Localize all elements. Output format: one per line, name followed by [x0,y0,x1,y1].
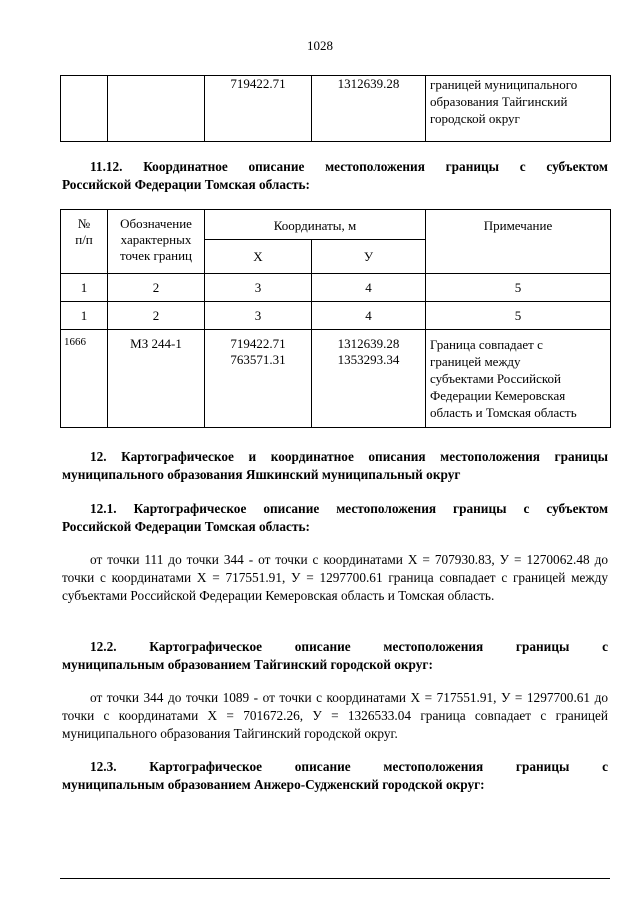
heading-line: 11.12. Координатное описание местоположения границы с субъектом [90,159,608,174]
bottom-divider [60,878,610,879]
header-x: Х [205,240,312,274]
index-cell: 5 [426,302,611,330]
page-number: 1028 [307,38,333,53]
table-cell-note: границей муниципального образования Тайгинский городской округ [426,76,611,142]
heading-line: Российской Федерации Томская область: [62,519,310,534]
index-cell: 4 [312,302,426,330]
header-num: № п/п [61,210,108,274]
data-cell-designation: МЗ 244-1 [108,330,205,428]
data-cell-x: 719422.71 763571.31 [205,330,312,428]
heading-line: муниципальным образованием Тайгинский городской округ: [62,657,433,672]
table-cell [61,76,108,142]
table-cell-y: 1312639.28 [312,76,426,142]
section-12-1-heading [62,500,608,536]
section-12-2-text: от точки 344 до точки 1089 - от точки с координатами Х = 717551.91, У = 1297700.61 до точки с координатами Х = 701672.26, У = 1326533.04 граница совпадает с границей муниципального образования Тайгинский городской округ. [62,690,608,741]
index-cell: 5 [426,274,611,302]
heading-line: муниципального образования Яшкинский муниципальный округ [62,467,461,482]
data-cell-num: 1666 [61,330,108,428]
section-12-1-text: от точки 111 до точки 344 - от точки с координатами Х = 707930.83, У = 1270062.48 до точки с координатами Х = 717551.91, У = 1297700.61 граница совпадает с границей между субъектами Российской Федерации Кемеровская область и Томская область. [62,552,608,603]
heading-line: муниципальным образованием Анжеро-Судженский городской округ: [62,777,485,792]
header-coordinates: Координаты, м [205,210,426,240]
index-cell: 3 [205,274,312,302]
index-cell: 1 [61,274,108,302]
section-12-2-heading [62,638,608,674]
header-note: Примечание [426,210,611,274]
index-cell: 1 [61,302,108,330]
heading-line: 12.3. Картографическое описание местоположения границы с [90,759,608,774]
heading-line: 12.1. Картографическое описание местоположения границы с субъектом [90,501,608,516]
section-11-12-heading [62,158,608,194]
coordinates-table [60,209,611,428]
data-cell-note: Граница совпадает с границей между субъектами Российской Федерации Кемеровская область и Томская область [426,330,611,428]
index-cell: 2 [108,274,205,302]
table-cell [108,76,205,142]
continuation-table [60,75,611,142]
heading-line: 12. Картографическое и координатное описания местоположения границы [90,449,608,464]
header-designation: Обозначение характерных точек границ [108,210,205,274]
index-cell: 3 [205,302,312,330]
table-cell-x: 719422.71 [205,76,312,142]
heading-line: 12.2. Картографическое описание местоположения границы с [90,639,608,654]
section-12-3-heading [62,758,608,794]
index-cell: 4 [312,274,426,302]
section-12-heading [62,448,608,484]
heading-line: Российской Федерации Томская область: [62,177,310,192]
data-cell-y: 1312639.28 1353293.34 [312,330,426,428]
index-cell: 2 [108,302,205,330]
header-y: У [312,240,426,274]
